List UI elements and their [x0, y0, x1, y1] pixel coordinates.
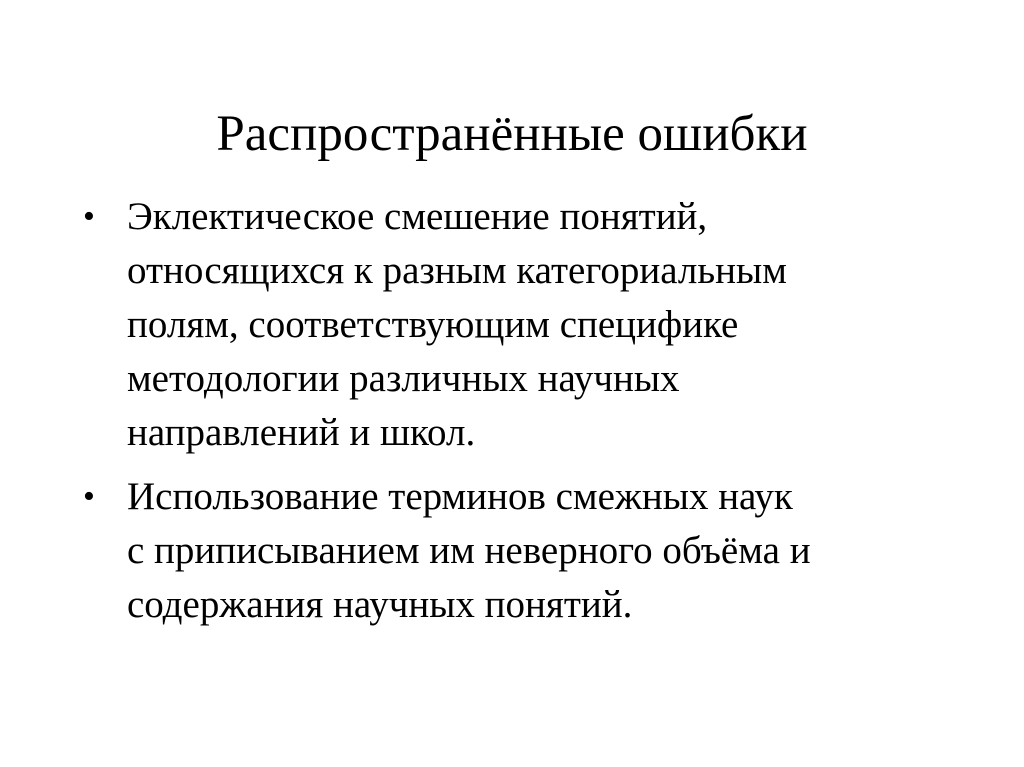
bullet-1-line-3: полям, соответствующим специфике [127, 303, 739, 346]
bullet-2-line-2: с приписыванием им неверного объёма и [127, 529, 811, 572]
slide-title: Распространённые ошибки [216, 106, 808, 162]
bullet-2-line-1: Использование терминов смежных наук [127, 475, 793, 518]
bullet-2-line-3: содержания научных понятий. [127, 583, 633, 626]
bullet-1-line-2: относящихся к разным категориальным [127, 249, 787, 292]
bullet-marker-icon: • [83, 478, 95, 515]
bullet-item-1 [83, 190, 983, 460]
bullet-1-line-5: направлений и школ. [127, 411, 476, 454]
bullet-item-2 [83, 470, 983, 632]
bullet-list [83, 190, 983, 642]
bullet-marker-icon: • [83, 198, 95, 235]
bullet-1-line-4: методологии различных научных [127, 357, 680, 400]
bullet-1-line-1: Эклектическое смешение понятий, [127, 195, 708, 238]
